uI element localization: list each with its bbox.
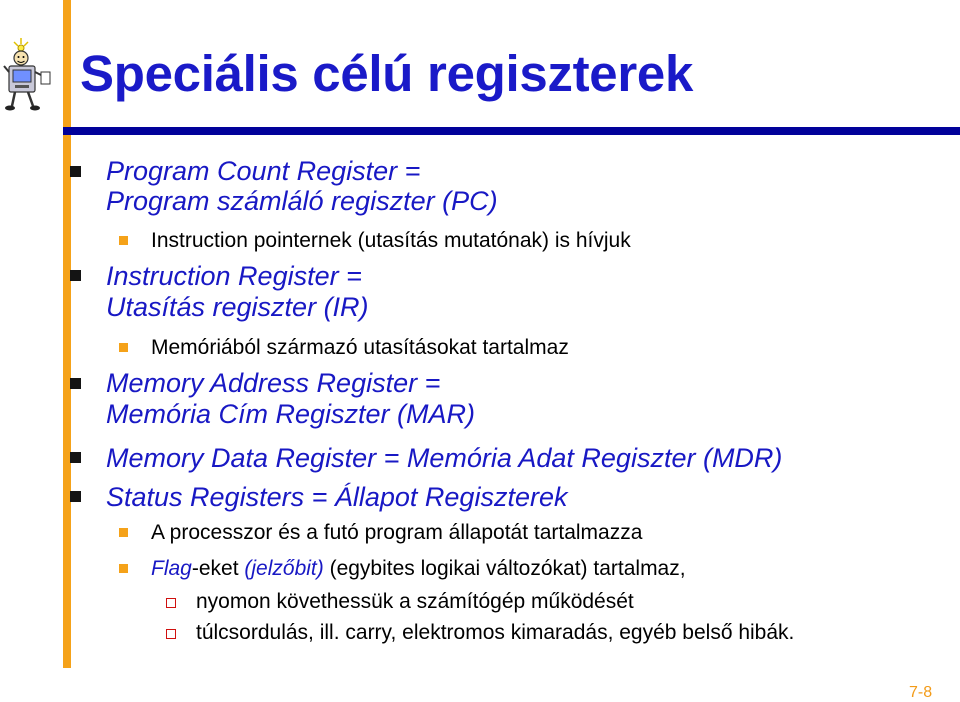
bullet-mar-line1: Memory Address Register =: [106, 368, 441, 398]
bullet-status-sub1: A processzor és a futó program állapotát tartalmazza: [151, 521, 643, 544]
bullet-square-icon: [70, 491, 81, 502]
bullet-status-line: Status Registers = Állapot Regiszterek: [106, 482, 568, 512]
bullet-square-icon: [70, 166, 81, 177]
bullet-status-sub2-b: túlcsordulás, ill. carry, elektromos kimaradás, egyéb belső hibák.: [196, 621, 795, 644]
page-number: 7-8: [909, 684, 933, 701]
bullet-status-sub2: [151, 556, 686, 581]
flag-rest: (egybites logikai változókat) tartalmaz,: [323, 557, 686, 580]
sub-sub-bullet-hollow-square-icon: [166, 629, 176, 639]
bullet-pc-line2: Program számláló regiszter (PC): [106, 186, 498, 216]
flag-term: Flag: [151, 557, 192, 580]
bullet-pc-sub: Instruction pointernek (utasítás mutatónak) is hívjuk: [151, 229, 631, 252]
sub-bullet-square-icon: [119, 236, 128, 245]
sub-bullet-square-icon: [119, 528, 128, 537]
bullet-square-icon: [70, 452, 81, 463]
slide-title: Speciális célú regiszterek: [80, 45, 694, 102]
bullet-status-sub2-a: nyomon követhessük a számítógép működését: [196, 590, 634, 613]
bullet-square-icon: [70, 270, 81, 281]
bullet-square-icon: [70, 378, 81, 389]
bullet-mar-line2: Memória Cím Regiszter (MAR): [106, 399, 476, 429]
vertical-accent-bar: [63, 0, 71, 668]
bullet-ir-line1: Instruction Register =: [106, 261, 362, 291]
sub-bullet-square-icon: [119, 343, 128, 352]
bullet-pc-line1: Program Count Register =: [106, 156, 421, 186]
flag-suffix: -eket: [191, 557, 245, 580]
jelzobit-term: (jelzőbit): [244, 557, 324, 580]
title-underline-bar: [63, 127, 960, 135]
computer-mascot-icon: [3, 36, 55, 114]
sub-bullet-square-icon: [119, 564, 128, 573]
bullet-mdr-line: Memory Data Register = Memória Adat Regiszter (MDR): [106, 443, 783, 473]
sub-sub-bullet-hollow-square-icon: [166, 598, 176, 608]
bullet-ir-line2: Utasítás regiszter (IR): [106, 292, 369, 322]
bullet-ir-sub: Memóriából származó utasításokat tartalmaz: [151, 336, 569, 359]
